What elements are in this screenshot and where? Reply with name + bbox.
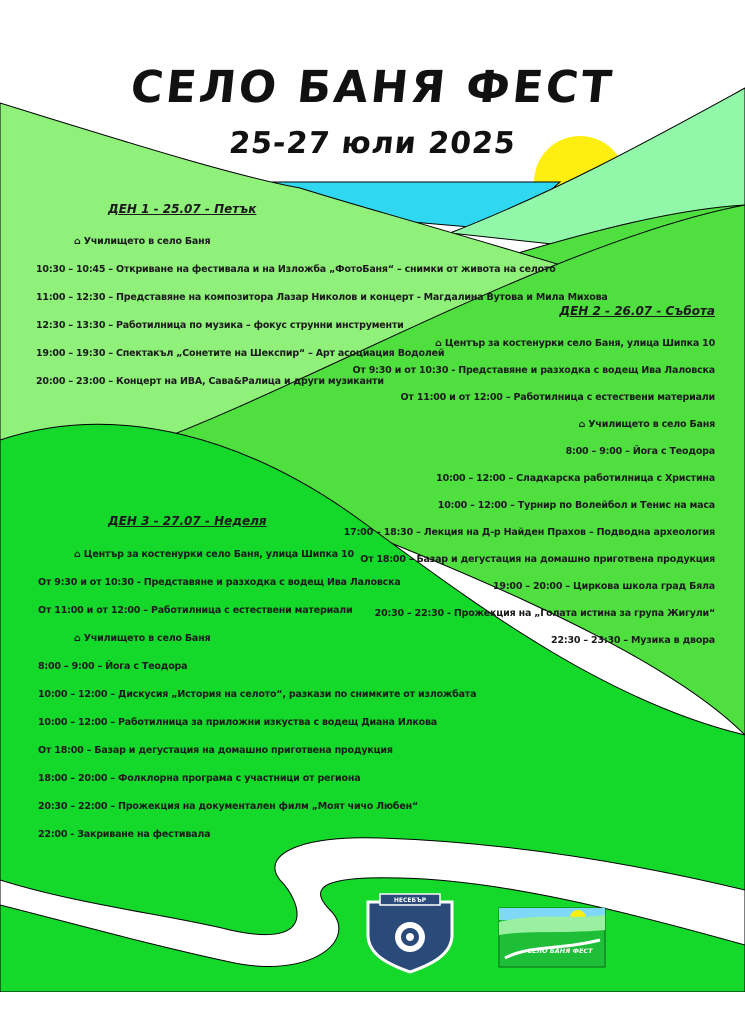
day3-item: 8:00 – 9:00 – Йога с Теодора [38,661,188,672]
day3-item: От 18:00 – Базар и дегустация на домашно приготвена продукция [38,745,393,756]
day2-item: От 18:00 – Базар и дегустация на домашно приготвена продукция [360,554,715,565]
day1-item: 11:00 – 12:30 – Представяне на композитора Лазар Николов и концерт - Магдалина Вутова и Мила Михова [36,292,608,303]
day2-item: От 9:30 и от 10:30 - Представяне и разходка с водещ Ива Лаловска [352,365,715,376]
day1-heading: ДЕН 1 - 25.07 - Петък [108,202,257,216]
festival-title: СЕЛО БАНЯ ФЕСТ [128,62,617,113]
day2-item: 19:00 – 20:00 – Циркова школа град Бяла [493,581,715,592]
day1-item: ⌂ Училището в село Баня [74,236,211,247]
day3-heading: ДЕН 3 - 27.07 - Неделя [108,514,267,528]
day3-item: От 9:30 и от 10:30 - Представяне и разходка с водещ Ива Лаловска [38,577,401,588]
day3-item: От 11:00 и от 12:00 – Работилница с естествени материали [38,605,353,616]
day3-item: 22:00 - Закриване на фестивала [38,829,211,840]
day2-heading: ДЕН 2 - 26.07 - Събота [559,304,715,318]
day2-item: 8:00 – 9:00 – Йога с Теодора [565,446,715,457]
day2-item: 22:30 – 23:30 – Музика в двора [551,635,715,646]
festival-logo-label: СЕЛО БАНЯ ФЕСТ [527,947,593,955]
day2-item: 17:00 – 18:30 – Лекция на Д-р Найден Прахов – Подводна археология [343,527,715,538]
day3-item: 20:30 – 22:00 – Прожекция на документален филм „Моят чичо Любен“ [38,801,419,812]
day3-item: ⌂ Училището в село Баня [74,633,211,644]
festival-dates: 25-27 юли 2025 [227,126,518,161]
day2-item: ⌂ Център за костенурки село Баня, улица Шипка 10 [435,338,715,349]
nessebar-label: НЕСЕБЪР [393,897,427,904]
day3-item: 10:00 – 12:00 – Работилница за приложни изкуства с водещ Диана Илкова [38,717,437,728]
day3-item: 18:00 – 20:00 – Фолклорна програма с участници от региона [38,773,361,784]
day2-item: От 11:00 и от 12:00 – Работилница с естествени материали [400,392,715,403]
day2-item: 20:30 – 22:30 - Прожекция на „Голата истина за група Жигули“ [374,608,715,619]
day1-item: 12:30 – 13:30 – Работилница по музика – фокус струнни инструменти [36,320,404,331]
day2-item: 10:00 – 12:00 – Турнир по Волейбол и Тенис на маса [437,500,715,511]
day1-item: 19:00 – 19:30 – Спектакъл „Сонетите на Шекспир“ – Арт асоциация Водолей [36,348,445,359]
day1-item: 20:00 – 23:00 – Концерт на ИВА, Сава&Ралица и други музиканти [36,376,384,387]
day3-item: ⌂ Център за костенурки село Баня, улица Шипка 10 [74,549,354,560]
day1-item: 10:30 – 10:45 – Откриване на фестивала и на Изложба „ФотоБаня“ – снимки от живота на селото [36,264,556,275]
day2-item: 10:00 – 12:00 – Сладкарска работилница с Христина [436,473,715,484]
day3-item: 10:00 – 12:00 – Дискусия „История на селото“, разкази по снимките от изложбата [38,689,477,700]
day2-item: ⌂ Училището в село Баня [578,419,715,430]
festival-logo [499,908,605,967]
